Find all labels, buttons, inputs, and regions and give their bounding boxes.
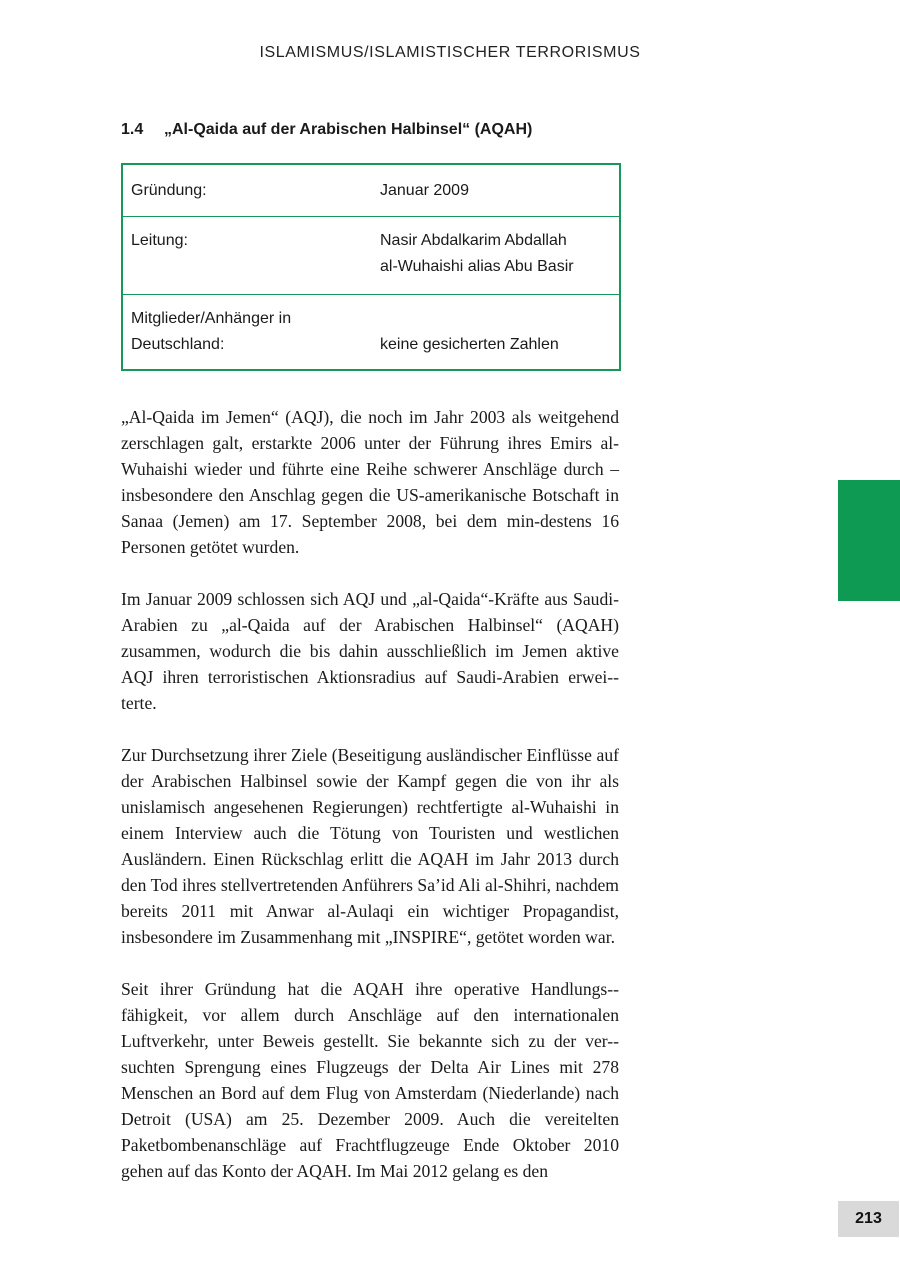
chapter-tab-marker [838,480,900,601]
info-row-founding [123,165,619,217]
info-value-line: Nasir Abdalkarim Abdallah [380,232,567,249]
info-label-line: Mitglieder/Anhänger in [131,310,292,327]
info-label [131,228,188,254]
paragraph: Zur Durchsetzung ihrer Ziele (Beseitigung ausländischer Einflüsse auf der Arabischen Halbinsel sowie der Kampf gegen die von ihr als unislamisch angesehenen Regierungen) rechtfertigte al-Wuhaishi in einem Interview auch die Tötung von Touristen und westlichen Ausländern. Einen Rückschlag erlitt die AQAH im Jahr 2013 durch den Tod ihres stellvertretenden Anführers Sa’id Ali al-Shihri, nachdem bereits 2011 mit Anwar al-Aulaqi ein wichtiger Propagandist, insbesondere im Zusammenhang mit „INSPIRE“, getötet worden war. [121,745,619,947]
info-label [131,178,207,204]
body-text [121,404,619,1210]
info-value [380,332,559,358]
paragraph: Im Januar 2009 schlossen sich AQJ und „al-Qaida“-Kräfte aus Saudi-Arabien zu „al-Qaida auf der Arabischen Halbinsel“ (AQAH) zusammen, wodurch die bis dahin ausschließlich im Jemen aktive AQJ ihren terroristischen Aktionsradius auf Saudi-Arabien erwei-terte. [121,589,619,713]
page-number: 213 [838,1201,899,1237]
section-title: „Al-Qaida auf der Arabischen Halbinsel“ (AQAH) [164,121,533,138]
info-label-line: Deutschland: [131,336,225,353]
info-label-line: Gründung: [131,182,207,199]
info-label [131,306,291,358]
info-label-line: Leitung: [131,232,188,249]
info-value-line: al-Wuhaishi alias Abu Basir [380,258,574,275]
info-value [380,178,469,204]
section-number: 1.4 [121,121,144,138]
section-heading [121,121,532,139]
info-value-line: Januar 2009 [380,182,469,199]
info-value [380,228,574,280]
info-row-members [123,295,619,371]
info-row-leadership [123,217,619,295]
info-value-line: keine gesicherten Zahlen [380,336,559,353]
paragraph: „Al-Qaida im Jemen“ (AQJ), die noch im Jahr 2003 als weitgehend zerschlagen galt, erstarkte 2006 unter der Führung ihres Emirs al-Wuhaishi wieder und führte eine Reihe schwerer Anschläge durch – insbesondere den Anschlag gegen die US-amerikanische Botschaft in Sanaa (Jemen) am 17. September 2008, bei dem min-destens 16 Personen getötet wurden. [121,407,619,557]
info-box [121,163,621,371]
running-header: ISLAMISMUS/ISLAMISTISCHER TERRORISMUS [259,44,641,61]
paragraph: Seit ihrer Gründung hat die AQAH ihre operative Handlungs-fähigkeit, vor allem durch Anschläge auf den internationalen Luftverkehr, unter Beweis gestellt. Sie bekannte sich zu der ver-suchten Sprengung eines Flugzeugs der Delta Air Lines mit 278 Menschen an Bord auf dem Flug von Amsterdam (Niederlande) nach Detroit (USA) am 25. Dezember 2009. Auch die vereitelten Paketbombenanschläge auf Frachtflugzeuge Ende Oktober 2010 gehen auf das Konto der AQAH. Im Mai 2012 gelang es den [121,979,619,1181]
